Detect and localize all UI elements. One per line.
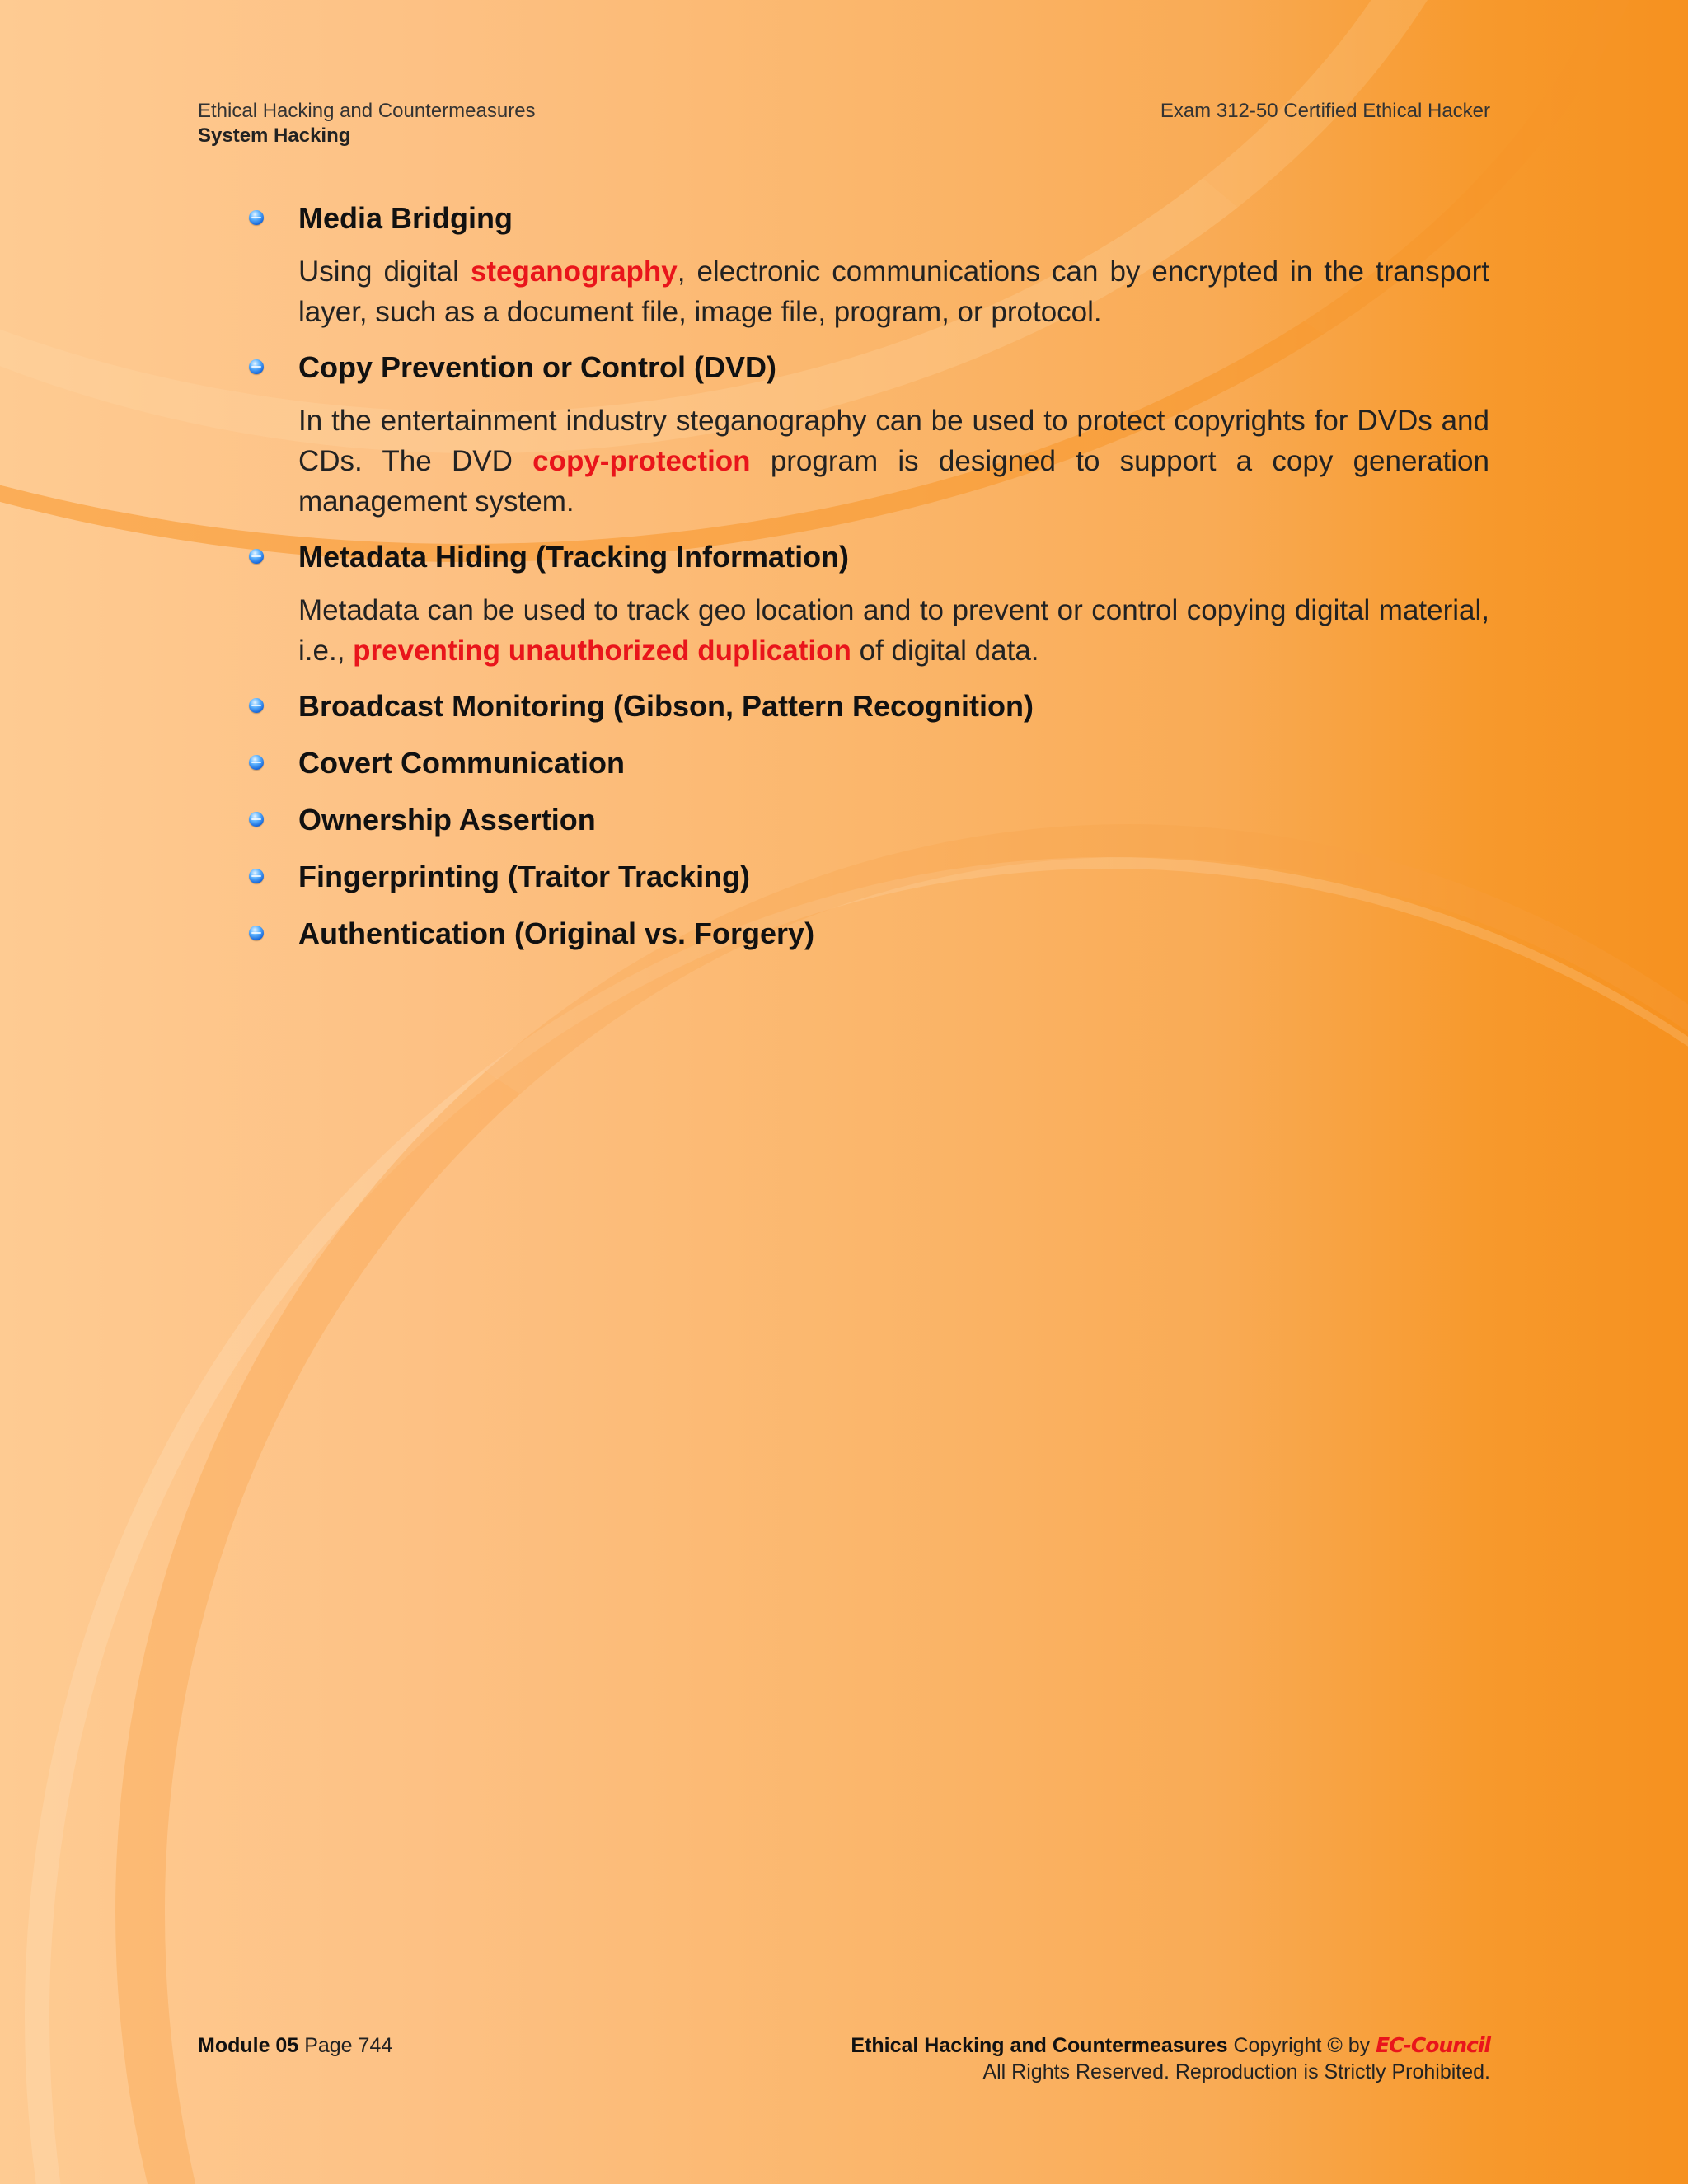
list-item [247,743,1489,784]
list-item [247,799,1489,841]
item-description: Using digital steganography, electronic communications can by encrypted in the transport layer, such as a document file, image file, program, or protocol. [298,255,1489,328]
copyright-line: Ethical Hacking and Countermeasures Copyright © by EC-Council [851,2033,1490,2057]
exam-title: Exam 312-50 Certified Ethical Hacker [1160,100,1490,122]
bullet-list [247,198,1489,954]
page-number: Page 744 [304,2034,393,2057]
item-title: Broadcast Monitoring (Gibson, Pattern Recognition) [298,689,1034,723]
item-title: Authentication (Original vs. Forgery) [298,916,815,950]
bullet-icon [249,698,264,713]
bullet-icon [249,869,264,883]
bullet-icon [249,549,264,564]
list-item [247,198,1489,332]
item-title: Fingerprinting (Traitor Tracking) [298,860,751,893]
background-swoosh [115,824,1688,2184]
item-title: Metadata Hiding (Tracking Information) [298,540,850,574]
bullet-icon [249,926,264,940]
item-title: Copy Prevention or Control (DVD) [298,350,777,384]
list-item [247,856,1489,898]
bullet-icon [249,210,264,225]
page-footer-left [198,2032,392,2059]
item-title: Covert Communication [298,746,626,780]
list-item [247,686,1489,727]
highlight-term: preventing unauthorized duplication [353,635,851,667]
item-description: In the entertainment industry steganography can be used to protect copyrights for DVDs and CDs. The DVD copy-protection program is designed to support a copy generation management system. [298,405,1489,518]
ec-council-logo: EC-Council [1376,2033,1490,2057]
bullet-icon [249,755,264,770]
module-label: Module 05 [198,2034,299,2057]
list-item [247,913,1489,954]
running-header-left [198,99,536,148]
item-description: Metadata can be used to track geo location and to prevent or control copying digital material, i.e., preventing unauthorized duplication of digital data. [298,594,1489,667]
highlight-term: steganography [470,255,678,288]
module-title: System Hacking [198,124,351,147]
background-swoosh [25,857,1688,2184]
bullet-icon [249,359,264,374]
course-title: Ethical Hacking and Countermeasures [198,100,536,122]
rights-notice: All Rights Reserved. Reproduction is Strictly Prohibited. [982,2060,1490,2083]
list-item [247,347,1489,522]
list-item [247,537,1489,671]
highlight-term: copy-protection [532,445,751,477]
item-title: Ownership Assertion [298,803,596,837]
item-title: Media Bridging [298,201,513,235]
bullet-icon [249,812,264,827]
page-footer-right [851,2032,1490,2085]
